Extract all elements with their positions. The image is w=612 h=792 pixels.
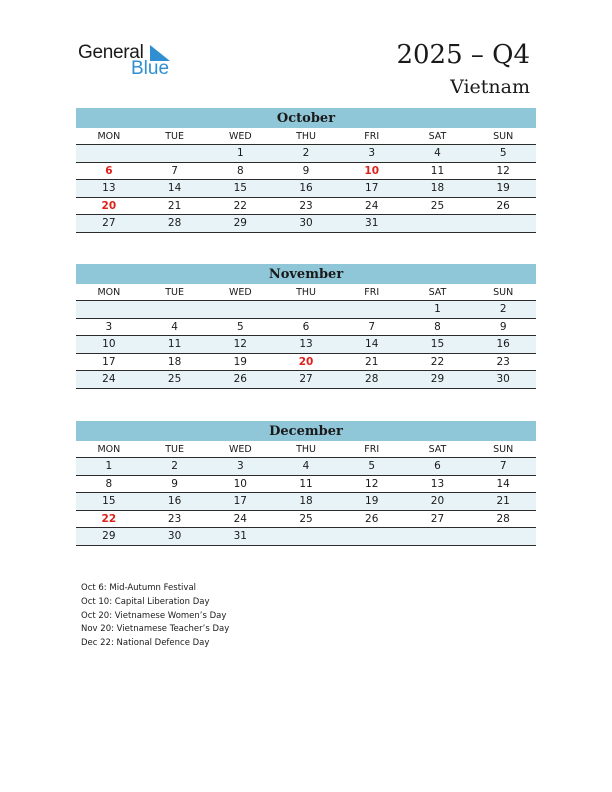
- holiday-day-cell: 20: [298, 355, 314, 368]
- week-row: [76, 145, 536, 163]
- day-cell: 24: [233, 512, 247, 525]
- day-cell: 5: [236, 320, 244, 333]
- day-cell: [405, 528, 471, 545]
- day-cell: [273, 301, 339, 318]
- day-cell: 13: [102, 182, 116, 194]
- day-cell: 5: [368, 460, 376, 472]
- day-cell: 2: [499, 303, 507, 315]
- day-cell: 28: [365, 373, 379, 385]
- logo-text-blue: Blue: [131, 58, 170, 79]
- day-cell: 9: [302, 164, 310, 177]
- month-name: October: [76, 108, 536, 128]
- day-cell: 1: [105, 460, 113, 472]
- weekday-label: MON: [97, 131, 121, 142]
- day-cell: 30: [496, 373, 510, 385]
- day-cell: [470, 215, 536, 232]
- day-cell: 6: [302, 320, 310, 333]
- day-cell: 30: [167, 530, 182, 542]
- month-calendar-december: [76, 421, 536, 546]
- day-cell: [405, 215, 471, 232]
- logo-text-general: General: [78, 42, 144, 63]
- weekday-label: TUE: [165, 287, 184, 298]
- day-cell: 10: [102, 338, 116, 350]
- week-row: [76, 215, 536, 233]
- day-cell: 14: [365, 338, 379, 350]
- day-cell: 23: [167, 512, 182, 525]
- day-cell: 1: [236, 147, 244, 159]
- day-cell: 26: [496, 199, 510, 212]
- day-cell: 15: [233, 182, 247, 194]
- day-cell: 13: [299, 338, 313, 350]
- day-cell: 14: [167, 182, 182, 194]
- day-cell: 18: [299, 495, 313, 507]
- day-cell: 29: [102, 530, 116, 542]
- day-cell: 11: [430, 164, 445, 177]
- day-cell: 29: [430, 373, 445, 385]
- holiday-notes: [81, 582, 229, 651]
- day-cell: 16: [496, 338, 510, 350]
- holiday-note: Dec 22: National Defence Day: [81, 638, 210, 649]
- day-cell: 5: [499, 147, 507, 159]
- weekday-label: SUN: [493, 287, 514, 298]
- month-calendar-november: [76, 264, 536, 389]
- day-cell: 25: [430, 199, 445, 212]
- holiday-day-cell: 10: [364, 164, 380, 177]
- day-cell: 30: [299, 217, 313, 229]
- day-cell: 9: [499, 320, 507, 333]
- day-cell: 6: [434, 460, 441, 472]
- day-cell: 17: [233, 495, 247, 507]
- day-cell: 11: [299, 477, 313, 490]
- week-row: [76, 458, 536, 476]
- weekday-label: TUE: [165, 131, 184, 142]
- day-cell: 18: [167, 355, 182, 368]
- weekday-label: MON: [97, 287, 121, 298]
- holiday-note: Oct 10: Capital Liberation Day: [81, 596, 210, 607]
- day-cell: 17: [102, 355, 116, 368]
- holiday-note: Oct 20: Vietnamese Women’s Day: [81, 610, 227, 621]
- weekday-header-row: [76, 284, 536, 301]
- day-cell: 1: [434, 303, 441, 315]
- day-cell: 22: [233, 199, 247, 212]
- week-row: [76, 354, 536, 372]
- month-name: November: [76, 264, 536, 284]
- day-cell: 26: [365, 512, 379, 525]
- week-row: [76, 319, 536, 337]
- day-cell: 12: [233, 338, 247, 350]
- day-cell: 24: [365, 199, 379, 212]
- day-cell: [339, 528, 405, 545]
- weekday-label: THU: [296, 444, 316, 455]
- day-cell: 23: [496, 355, 510, 368]
- week-row: [76, 493, 536, 511]
- day-cell: 3: [105, 320, 113, 333]
- weekday-label: WED: [228, 287, 252, 298]
- week-row: [76, 476, 536, 494]
- day-cell: 12: [365, 477, 379, 490]
- weekday-label: WED: [228, 444, 252, 455]
- week-row: [76, 180, 536, 198]
- day-cell: 26: [233, 373, 247, 385]
- day-cell: 2: [302, 147, 310, 159]
- day-cell: 7: [171, 164, 178, 177]
- day-cell: [207, 301, 273, 318]
- weekday-label: TUE: [165, 444, 184, 455]
- day-cell: 8: [105, 477, 113, 490]
- day-cell: 8: [236, 164, 244, 177]
- day-cell: 24: [102, 373, 116, 385]
- holiday-note: Oct 6: Mid-Autumn Festival: [81, 583, 197, 593]
- day-cell: 22: [430, 355, 445, 368]
- week-row: [76, 336, 536, 354]
- day-cell: [142, 145, 208, 162]
- holiday-day-cell: 20: [101, 199, 117, 212]
- day-cell: 23: [299, 199, 313, 212]
- day-cell: 19: [496, 182, 510, 194]
- day-cell: 31: [233, 530, 247, 542]
- month-calendar-october: [76, 108, 536, 233]
- weekday-header-row: [76, 441, 536, 458]
- day-cell: 31: [365, 217, 379, 229]
- weekday-label: SUN: [493, 444, 514, 455]
- weekday-label: SAT: [428, 444, 447, 455]
- day-cell: 7: [368, 320, 376, 333]
- week-row: [76, 511, 536, 529]
- day-cell: 21: [167, 199, 182, 212]
- day-cell: 7: [499, 460, 507, 472]
- weekday-label: WED: [228, 131, 252, 142]
- day-cell: 17: [365, 182, 379, 194]
- weekday-label: SUN: [493, 131, 514, 142]
- day-cell: 3: [368, 147, 376, 159]
- day-cell: 27: [299, 373, 313, 385]
- day-cell: 19: [233, 355, 247, 368]
- page-title: 2025 – Q4: [396, 40, 530, 70]
- country-name: Vietnam: [450, 76, 530, 98]
- month-name: December: [76, 421, 536, 441]
- weekday-label: SAT: [428, 131, 447, 142]
- holiday-day-cell: 6: [105, 164, 113, 177]
- day-cell: 21: [365, 355, 379, 368]
- day-cell: 13: [430, 477, 445, 490]
- day-cell: 4: [171, 320, 178, 333]
- week-row: [76, 198, 536, 216]
- generalblue-logo: [78, 42, 178, 78]
- day-cell: [470, 528, 536, 545]
- day-cell: 16: [299, 182, 313, 194]
- day-cell: 20: [430, 495, 445, 507]
- day-cell: [142, 301, 208, 318]
- day-cell: 4: [302, 460, 310, 472]
- day-cell: [273, 528, 339, 545]
- weekday-header-row: [76, 128, 536, 145]
- day-cell: 12: [496, 164, 510, 177]
- week-row: [76, 163, 536, 181]
- day-cell: 8: [434, 320, 441, 333]
- day-cell: 19: [365, 495, 379, 507]
- day-cell: 27: [430, 512, 445, 525]
- day-cell: 16: [167, 495, 182, 507]
- day-cell: 4: [434, 147, 441, 159]
- weekday-label: MON: [97, 444, 121, 455]
- holiday-note: Nov 20: Vietnamese Teacher’s Day: [81, 624, 230, 635]
- week-row: [76, 301, 536, 319]
- week-row: [76, 371, 536, 389]
- day-cell: 14: [496, 477, 510, 490]
- weekday-label: THU: [296, 287, 316, 298]
- day-cell: 27: [102, 217, 116, 229]
- week-row: [76, 528, 536, 546]
- day-cell: 15: [430, 338, 445, 350]
- weekday-label: SAT: [428, 287, 447, 298]
- day-cell: 29: [233, 217, 247, 229]
- day-cell: 21: [496, 495, 510, 507]
- day-cell: 11: [167, 338, 182, 350]
- day-cell: 10: [233, 477, 247, 490]
- day-cell: 28: [167, 217, 182, 229]
- day-cell: 15: [102, 495, 116, 507]
- day-cell: 2: [171, 460, 178, 472]
- weekday-label: FRI: [364, 131, 380, 142]
- weekday-label: THU: [296, 131, 316, 142]
- weekday-label: FRI: [364, 444, 380, 455]
- day-cell: 28: [496, 512, 510, 525]
- day-cell: 25: [299, 512, 313, 525]
- weekday-label: FRI: [364, 287, 380, 298]
- day-cell: 25: [167, 373, 182, 385]
- day-cell: 9: [171, 477, 178, 490]
- day-cell: [339, 301, 405, 318]
- day-cell: 3: [236, 460, 244, 472]
- day-cell: 18: [430, 182, 445, 194]
- day-cell: [76, 145, 142, 162]
- day-cell: [76, 301, 142, 318]
- holiday-day-cell: 22: [101, 512, 117, 525]
